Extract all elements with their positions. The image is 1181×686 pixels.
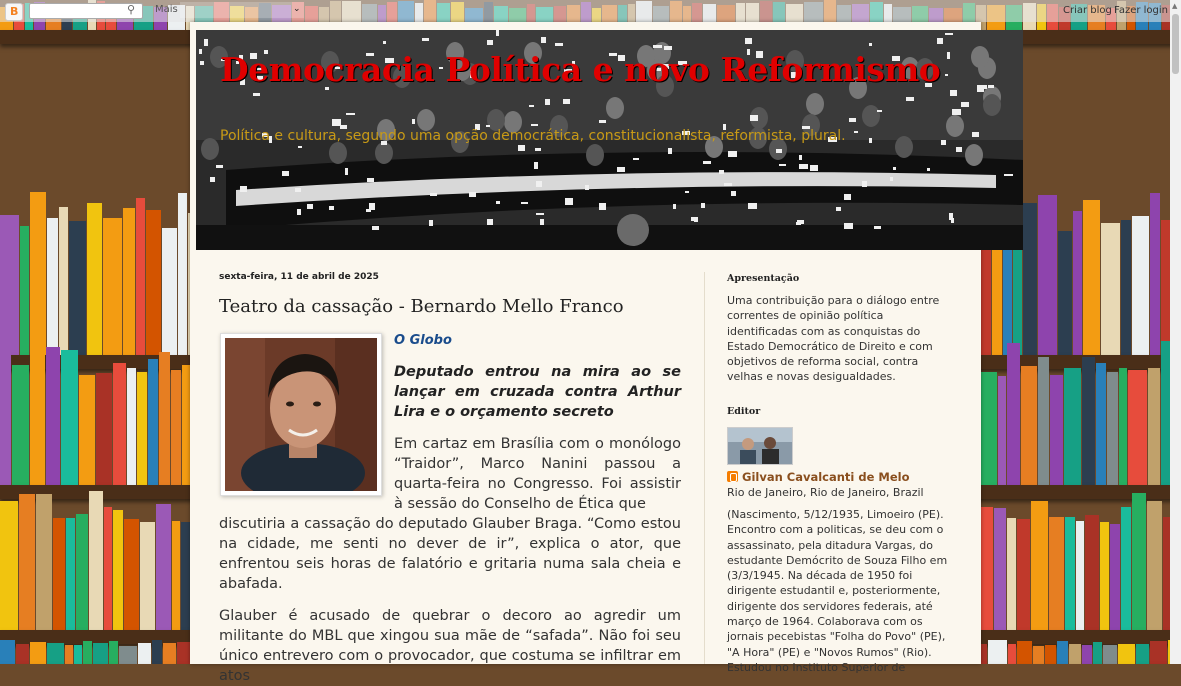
book-spine [162,228,177,355]
confetti-piece [240,186,247,192]
book-spine [0,341,11,485]
book-spine [1038,357,1049,485]
book-spine [1103,645,1117,664]
confetti-piece [893,167,896,170]
book-spine [1147,501,1162,630]
book-spine [1100,522,1109,630]
confetti-piece [487,219,493,225]
confetti-piece [534,162,538,169]
crowd-figure [895,136,913,158]
book-spine [1082,357,1096,485]
confetti-piece [200,61,204,65]
confetti-piece [486,125,490,127]
confetti-piece [253,93,260,96]
confetti-piece [952,109,961,115]
book-spine [1050,375,1063,485]
confetti-piece [977,85,984,92]
book-spine [69,221,86,355]
book-spine [109,641,118,664]
scroll-thumb[interactable] [1172,14,1179,74]
confetti-piece [298,146,302,148]
crowd-figure [965,144,983,166]
book-spine [1049,517,1064,630]
book-spine [978,372,997,485]
confetti-piece [383,41,386,44]
confetti-piece [972,132,979,137]
book-spine [172,521,180,630]
confetti-piece [703,161,711,164]
confetti-piece [877,110,882,112]
editor-bio: (Nascimento, 5/12/1935, Limoeiro (PE). Encontro com a politicas, se deu com o assassinato, pela ditadura Vargas, do estudante Demócrito de Souza Filho em (3/3/1945. Na década de 1950 foi dirigente estudantil e, posteriormente, dirigente dos servidores federais, até março de 1964. Colaborava com os jornais pecebistas "Folha do Povo" (PE), "A Hora" (PE) e "Novos Rumos" (Rio). Estudou no Instituto Superior de [727,508,948,674]
confetti-piece [535,148,541,151]
book-spine [148,359,158,485]
confetti-piece [297,209,301,215]
confetti-piece [745,38,752,44]
author-photo[interactable] [220,333,382,496]
confetti-piece [199,49,202,54]
book-spine [1076,521,1084,630]
book-spine [0,215,19,355]
book-spine [1045,645,1057,664]
book-spine [123,208,135,355]
confetti-piece [869,43,872,46]
book-spine [0,640,15,664]
book-spine [66,518,75,630]
confetti-piece [521,202,528,204]
book-spine [113,510,123,630]
book-spine [1017,519,1030,630]
confetti-piece [599,120,606,123]
book-spine [65,645,73,664]
blogger-logo-icon[interactable]: B [5,3,23,21]
crowd-figure [606,97,624,119]
book-spine [1064,368,1081,485]
confetti-piece [961,102,969,107]
confetti-piece [947,52,950,59]
book-spine [83,641,92,664]
confetti-piece [496,30,499,36]
confetti-piece [701,203,705,208]
book-spine [1118,644,1135,664]
confetti-piece [668,148,672,154]
paragraph-1-start: Em cartaz em Brasília com o monólogo “Traidor”, Marco Nanini passou a quarta-feira no Congresso. Foi assistir à sessão do Conselho de Ética que [394,436,681,512]
book-spine [171,370,181,485]
book-spine [12,365,29,485]
post-date: sexta-feira, 11 de abril de 2025 [219,272,379,282]
confetti-piece [563,99,570,104]
book-spine [87,203,102,355]
confetti-piece [685,191,689,193]
book-spine [124,519,139,630]
editor-heading: Editor [727,406,761,417]
crowd-figure [983,94,1001,116]
book-spine [1023,203,1037,355]
confetti-piece [204,39,208,46]
confetti-piece [332,119,341,126]
confetti-piece [429,220,433,226]
book-spine [1021,366,1038,485]
confetti-piece [748,203,757,209]
confetti-piece [673,204,676,209]
crowd-figure [201,138,219,160]
book-spine [146,210,162,355]
book-spine [59,207,68,356]
book-spine [20,226,29,355]
book-spine [1057,641,1068,664]
book-spine [96,373,113,485]
confetti-piece [836,207,841,211]
book-spine [1096,363,1106,485]
confetti-piece [372,226,379,230]
confetti-piece [950,90,957,96]
confetti-piece [565,198,573,205]
book-spine [36,494,52,630]
confetti-piece [941,140,946,145]
book-spine [1007,343,1020,485]
confetti-piece [691,217,696,221]
confetti-piece [779,164,786,166]
book-spine [1150,193,1160,355]
confetti-piece [1004,174,1013,176]
confetti-piece [541,37,546,43]
paragraph-2: Glauber é acusado de quebrar o decoro ao agredir um militante do MBL que xingou sua mãe de “safada”. Não foi seu único entrevero com o provocador, que costuma se infiltrar em atos [219,608,681,684]
crowd-figure [862,105,880,127]
confetti-piece [282,171,289,176]
book-spine [127,368,136,485]
book-spine [1058,231,1073,355]
confetti-piece [799,155,802,160]
book-spine [988,640,1007,664]
book-spine [152,640,162,664]
book-spine [53,518,65,630]
confetti-piece [653,45,662,48]
book-spine [89,491,103,630]
editor-name-link[interactable]: Gilvan Cavalcanti de Melo [742,470,910,484]
book-spine [47,218,58,355]
confetti-piece [555,43,563,46]
confetti-piece [849,118,856,122]
confetti-piece [949,213,953,220]
book-spine [1069,644,1081,664]
book-spine [1121,507,1131,630]
create-blog-link[interactable]: Criar blog [1063,5,1112,16]
confetti-piece [487,40,493,45]
scrollbar[interactable] [1170,0,1181,664]
confetti-piece [216,165,223,168]
book-spine [1033,646,1044,664]
book-spine [138,643,151,664]
confetti-piece [422,38,429,41]
confetti-piece [496,201,500,204]
book-spine [1007,518,1016,630]
blogger-navbar [0,0,1170,22]
blog-header [196,30,1023,250]
confetti-piece [844,223,853,229]
book-spine [47,643,64,664]
confetti-piece [844,194,851,200]
login-link[interactable]: Fazer login [1114,5,1169,16]
book-spine [1073,211,1082,355]
book-spine [163,643,176,664]
about-heading: Apresentação [727,273,800,284]
book-spine [1093,642,1102,664]
crowd-figure [329,142,347,164]
book-spine [1083,200,1100,355]
book-spine [61,350,78,485]
book-spine [1148,368,1161,485]
confetti-piece [412,119,415,124]
confetti-piece [536,213,544,215]
confetti-piece [984,85,987,89]
post-title[interactable]: Teatro da cassação - Bernardo Mello Franco [219,296,624,317]
book-spine [1128,370,1147,485]
confetti-piece [799,164,808,169]
confetti-piece [329,206,334,210]
confetti-piece [797,220,804,224]
book-spine [137,372,147,485]
confetti-piece [776,149,782,153]
confetti-piece [540,219,544,225]
crowd-figure [946,115,964,137]
more-menu-label[interactable]: Mais [155,4,178,15]
book-spine [113,363,126,485]
book-spine [1136,644,1149,664]
confetti-piece [719,170,724,174]
book-spine [1110,524,1120,630]
confetti-piece [529,105,534,107]
confetti-piece [988,85,994,88]
confetti-piece [545,99,550,105]
book-spine [30,642,46,664]
confetti-piece [536,181,542,187]
book-spine [178,193,187,355]
confetti-piece [854,131,858,133]
crowd-figure [806,93,824,115]
confetti-piece [862,181,867,187]
book-spine [30,192,46,355]
book-spine [140,522,155,630]
book-spine [159,352,171,485]
book-spine [156,504,171,630]
book-spine [1119,368,1127,485]
confetti-piece [366,209,371,212]
confetti-piece [345,168,348,175]
confetti-piece [585,185,589,190]
scroll-up-icon[interactable]: ▲ [1172,2,1178,10]
book-spine [994,508,1006,630]
confetti-piece [307,204,313,209]
book-spine [1085,515,1099,630]
book-spine [1101,223,1120,355]
editor-location: Rio de Janeiro, Rio de Janeiro, Brazil [727,486,924,499]
book-spine [1107,372,1118,485]
confetti-piece [945,74,948,76]
book-spine [1132,216,1149,355]
confetti-piece [469,192,476,197]
book-spine [103,218,122,355]
book-spine [998,376,1006,485]
crowd-figure [375,142,393,164]
book-spine [76,514,88,630]
confetti-piece [874,226,881,229]
confetti-piece [369,203,375,210]
confetti-piece [890,177,893,181]
book-spine [1132,493,1146,630]
confetti-piece [531,124,538,126]
book-spine [1082,645,1092,664]
confetti-piece [731,191,736,196]
book-spine [16,644,29,664]
confetti-piece [810,165,818,171]
book-spine [79,375,95,485]
editor-photo[interactable] [727,427,793,465]
blog-title[interactable]: Democracia Política e novo Reformismo [220,50,941,89]
book-spine [0,501,18,630]
book-spine [1121,220,1131,355]
confetti-piece [430,193,437,196]
book-spine [93,643,108,664]
profile-icon [727,471,738,482]
post-subtitle: Deputado entrou na mira ao se lançar em cruzada contra Arthur Lira e o orçamento secreto [394,364,681,420]
book-spine [19,494,35,630]
confetti-piece [346,113,355,115]
book-spine [1031,501,1048,630]
book-spine [1038,195,1057,355]
confetti-piece [750,115,758,121]
confetti-piece [724,183,732,186]
author-portrait [225,338,377,491]
confetti-piece [956,147,962,152]
book-spine [119,646,138,664]
book-spine [1150,641,1167,664]
column-divider [704,272,705,664]
search-input[interactable] [29,3,143,19]
book-spine [136,198,145,355]
book-spine [74,645,82,664]
confetti-piece [927,168,930,171]
confetti-piece [518,145,525,151]
more-dropdown[interactable] [180,2,304,18]
blog-description: Política e cultura, segundo uma opção democrática, constitucionalista, reformista, plural. [220,128,846,144]
book-spine [104,507,112,630]
paragraph-1-end: discutiria a cassação do deputado Glauber Braga. “Como estou na cidade, me senti no dever de ir”, explica o ator, que enfrentou seis horas de falatório e gritaria numa sala cheia e abafada. [219,516,681,592]
book-spine [1017,641,1032,664]
chevron-down-icon[interactable]: ⌄ [293,4,301,14]
confetti-piece [937,38,943,44]
source-label: O Globo [394,333,452,348]
book-spine [1008,644,1016,664]
search-icon[interactable]: ⚲ [127,3,136,16]
confetti-piece [599,203,606,210]
confetti-piece [869,138,872,143]
confetti-piece [633,158,639,160]
book-spine [30,347,46,485]
book-spine [1065,517,1075,630]
confetti-piece [367,178,374,182]
confetti-piece [210,177,215,182]
confetti-piece [906,97,914,101]
confetti-piece [945,33,953,35]
confetti-piece [295,188,301,192]
confetti-piece [617,167,625,172]
about-text: Uma contribuição para o diálogo entre correntes de opinião política identificadas com as conquistas do Estado Democrático de Direito e com objetivos de reforma social, contra velhas e novas desigualdades. [727,294,940,384]
crowd-figure [586,144,604,166]
crowd-figure [971,46,989,68]
confetti-piece [728,151,737,157]
book-spine [46,347,60,485]
